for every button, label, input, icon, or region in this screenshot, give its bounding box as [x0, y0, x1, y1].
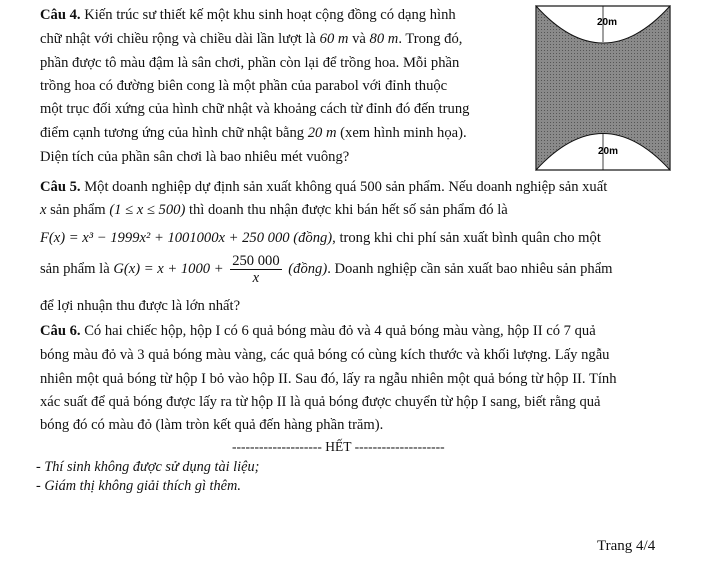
q5-line-5: để lợi nhuận thu được là lớn nhất? — [40, 298, 241, 314]
q5-line-2: x sản phẩm (1 ≤ x ≤ 500) thì doanh thu nhận được khi bán hết số sản phẩm đó là — [40, 202, 508, 218]
q4-line-5: một trục đối xứng của hình chữ nhật và khoảng cách từ đỉnh đó đến trung — [40, 101, 470, 117]
bottom-dimension-label: 20m — [598, 146, 619, 157]
q5-line-3: F(x) = x³ − 1999x² + 1001000x + 250 000 (đồng), trong khi chi phí sản xuất bình quân cho một — [40, 230, 601, 246]
q6-line-2: bóng màu đỏ và 3 quả bóng màu vàng, các quả bóng có cùng kích thước và khối lượng. Lấy ngẫu — [40, 347, 610, 363]
q6-line-4: xác suất để quả bóng được lấy ra từ hộp II là quả bóng được chuyển từ hộp I sang, biết rằng quả — [40, 394, 601, 410]
top-dimension-label: 20m — [597, 17, 618, 28]
q4-line-1: Câu 4. Kiến trúc sư thiết kế một khu sinh hoạt cộng đồng có dạng hình — [40, 7, 456, 23]
q4-line-2: chữ nhật với chiều rộng và chiều dài lần lượt là 60 m và 80 m. Trong đó, — [40, 31, 463, 47]
note-2: - Giám thị không giải thích gì thêm. — [36, 478, 241, 494]
q5-label: Câu 5. — [40, 179, 81, 195]
q5-line-1: Câu 5. Một doanh nghiệp dự định sản xuất không quá 500 sản phẩm. Nếu doanh nghiệp sản xuất — [40, 179, 608, 195]
q4-figure — [535, 5, 671, 171]
end-mark: -------------------- HẾT -------------------- — [232, 439, 445, 454]
q4-line-6: điểm cạnh tương ứng của hình chữ nhật bằng 20 m (xem hình minh họa). — [40, 125, 467, 141]
note-1: - Thí sinh không được sử dụng tài liệu; — [36, 459, 260, 475]
q4-line-3: phần được tô màu đậm là sân chơi, phần còn lại để trồng hoa. Mỗi phần — [40, 55, 460, 71]
q5-line-4: sản phẩm là G(x) = x + 1000 + $\frac{250 000}{x}$ (đồng). Doanh nghiệp cần sản xuất bao nhiêu sản phẩm — [40, 253, 613, 286]
q6-line-5: bóng đó có màu đỏ (làm tròn kết quả đến hàng phần trăm). — [40, 417, 384, 433]
fraction: $\frac{250 000}{x}$ — [232, 253, 280, 286]
q4-line-4: trồng hoa có đường biên cong là một phần của parabol với đỉnh thuộc — [40, 78, 448, 94]
q6-label: Câu 6. — [40, 323, 81, 339]
q6-line-1: Câu 6. Có hai chiếc hộp, hộp I có 6 quả bóng màu đỏ và 4 quả bóng màu vàng, hộp II có 7 quả — [40, 323, 596, 339]
q4-line-7: Diện tích của phần sân chơi là bao nhiêu mét vuông? — [40, 149, 350, 165]
q4-label: Câu 4. — [40, 7, 81, 23]
q6-line-3: nhiên một quả bóng từ hộp I bỏ vào hộp II. Sau đó, lấy ra ngẫu nhiên một quả bóng từ hộp II. Tính — [40, 371, 617, 387]
page-number: Trang 4/4 — [597, 538, 656, 554]
